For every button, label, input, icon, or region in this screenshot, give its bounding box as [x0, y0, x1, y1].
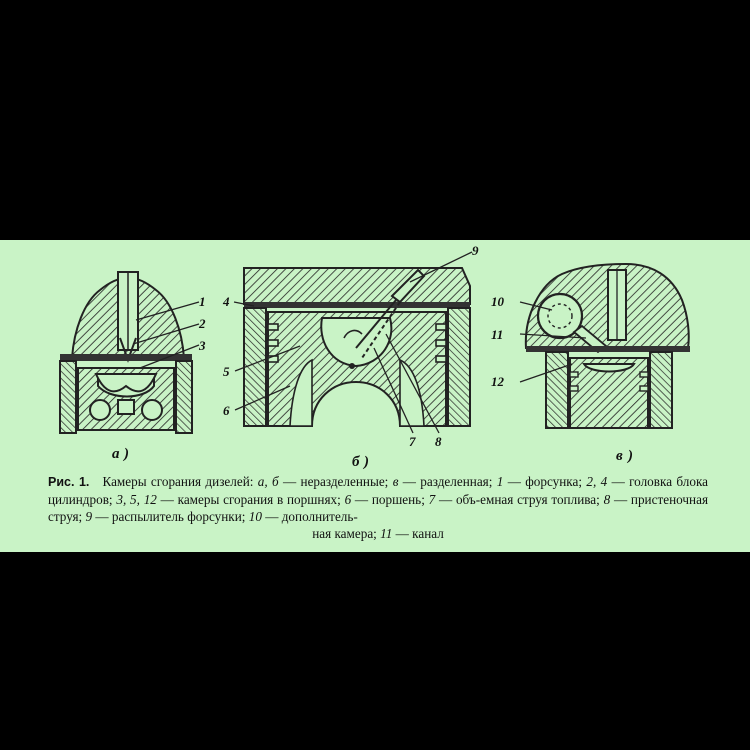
figure-panel	[0, 240, 750, 552]
callout-7: 7	[409, 434, 416, 449]
caption-ref: 1	[496, 474, 504, 489]
view-a-label: а	[112, 446, 120, 462]
caption-last-line	[48, 525, 708, 542]
view-c-cylinder-wall-right	[650, 352, 672, 428]
caption-figure-number: Рис. 1.	[48, 475, 90, 489]
caption-ref: 4	[600, 474, 608, 489]
view-b-paren: )	[364, 454, 369, 470]
caption-ref: 11	[380, 526, 393, 541]
callout-9: 9	[472, 243, 479, 258]
caption-text: — пристеночная струя;	[48, 492, 709, 524]
caption-text: — неразделенные;	[278, 474, 393, 489]
caption-text: — распылитель форсунки;	[92, 509, 249, 524]
view-a-drawing	[60, 272, 199, 433]
caption-text: — разделенная;	[398, 474, 497, 489]
caption-text: Камеры сгорания дизелей:	[102, 474, 258, 489]
caption-text: — дополнитель-	[261, 509, 358, 524]
caption-ref: 10	[248, 509, 262, 524]
callout-8: 8	[435, 434, 442, 449]
caption-ref: в	[392, 474, 399, 489]
view-c-paren: )	[628, 448, 633, 464]
caption-text: — форсунка;	[503, 474, 587, 489]
view-b-drawing	[234, 252, 472, 433]
callout-2: 2	[199, 316, 206, 331]
view-c-piston	[570, 358, 648, 428]
callout-11: 11	[491, 327, 504, 342]
caption-ref: 7	[428, 492, 436, 507]
caption-ref: 9	[85, 509, 93, 524]
caption-text: — объ-емная струя топлива;	[435, 492, 604, 507]
caption-ref: а, б	[257, 474, 279, 489]
caption-text: — головка блока цилиндров;	[48, 474, 709, 507]
callout-1: 1	[199, 294, 206, 309]
view-c-drawing	[520, 264, 690, 428]
view-a-cylinder-wall-left	[60, 361, 76, 433]
view-c-cylinder-wall-left	[546, 352, 568, 428]
caption-text: — камеры сгорания в поршнях;	[156, 492, 345, 507]
caption-text: — поршень;	[351, 492, 429, 507]
callout-10: 10	[491, 294, 504, 309]
figure-caption	[48, 473, 708, 542]
caption-text: ная камера;	[312, 526, 381, 541]
view-a-piston-bowl	[96, 374, 156, 391]
view-b-cylinder-wall-right	[448, 308, 470, 426]
callout-6: 6	[223, 403, 230, 418]
caption-ref: 8	[603, 492, 611, 507]
view-a-cylinder-wall-right	[176, 361, 192, 433]
callout-12: 12	[491, 374, 504, 389]
caption-ref: 6	[344, 492, 352, 507]
view-c-label: в	[616, 448, 623, 464]
view-a-paren: )	[124, 446, 129, 462]
view-b-cylinder-head	[244, 268, 470, 304]
caption-text: — канал	[392, 526, 444, 541]
callout-4: 4	[223, 294, 230, 309]
view-b-label: б	[352, 454, 360, 470]
caption-ref: 3, 5, 12	[116, 492, 157, 507]
caption-ref: 2,	[586, 474, 597, 489]
callout-5: 5	[223, 364, 230, 379]
view-b-cylinder-wall-left	[244, 308, 266, 426]
callout-3: 3	[199, 338, 206, 353]
